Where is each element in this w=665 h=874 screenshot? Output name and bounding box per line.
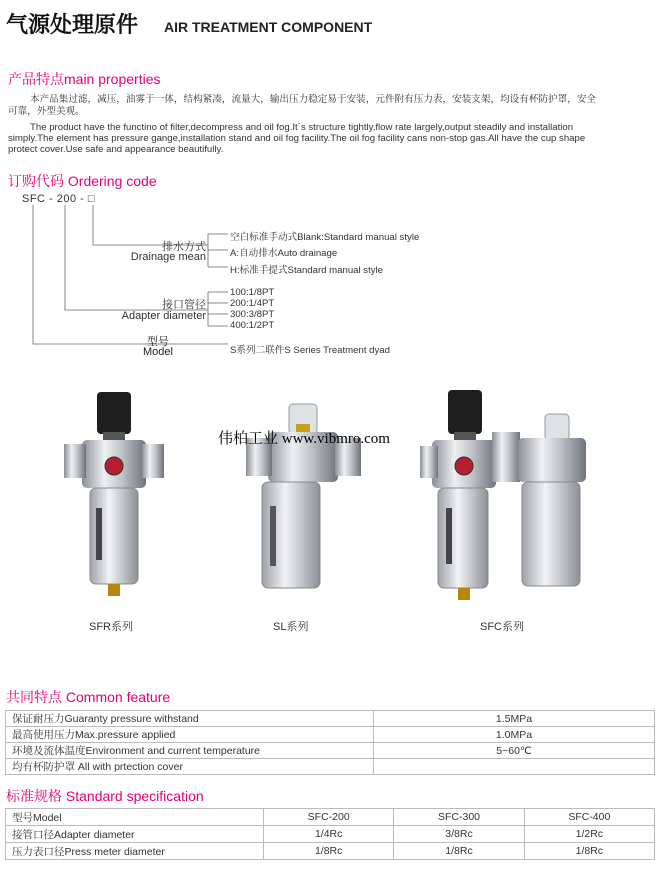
spec-header-cell: SFC-300 <box>394 809 524 826</box>
feature-label: 均有杯防护罩 All with prtection cover <box>6 759 374 775</box>
spec-cell: 3/8Rc <box>394 826 524 843</box>
table-header-row <box>6 809 655 826</box>
spec-cell: 1/2Rc <box>524 826 654 843</box>
feature-label: 最高使用压力Max.pressure applied <box>6 727 374 743</box>
sfr-product-image <box>64 392 164 596</box>
caption-sl: SL系列 <box>273 621 309 633</box>
ordering-connector-lines <box>0 0 665 380</box>
spec-cell: 1/4Rc <box>264 826 394 843</box>
table-row <box>6 759 655 775</box>
spec-header-cell: 型号Model <box>6 809 264 826</box>
spec-table <box>5 808 655 860</box>
feature-value: 5~60℃ <box>374 743 655 759</box>
drainage-option: 空白标准手动式Blank:Standard manual style <box>230 232 420 243</box>
common-feature-heading: 共同特点 Common feature <box>6 689 171 705</box>
sfc-product-image <box>420 390 586 600</box>
adapter-label-en: Adapter diameter <box>121 310 206 322</box>
spec-cell: 压力表口径Press meter diameter <box>6 843 264 860</box>
properties-text-en-1: The product have the functino of filter,decompress and oil fog.It´s structure tightly,flow rate largely,output steadily and installation <box>30 122 574 133</box>
properties-text-cn-1: 本产品集过滤，减压，油雾于一体，结构紧凑，流量大，输出压力稳定易于安装，元件附有压力表，安装支架，均设有杯防护罩，安全 <box>30 94 597 105</box>
feature-value: 1.0MPa <box>374 727 655 743</box>
adapter-label-cn: 接口管径 <box>162 299 206 311</box>
spec-cell: 1/8Rc <box>524 843 654 860</box>
properties-text-en-2: simply.The element has pressure gange,installation stand and oil fog facility.The oil fog facility cans non-stop gas.All have the cup shape <box>8 133 586 144</box>
drainage-bracket <box>208 234 228 267</box>
spec-header-cell: SFC-400 <box>524 809 654 826</box>
adapter-option: 300:3/8PT <box>230 309 275 320</box>
adapter-option: 200:1/4PT <box>230 298 275 309</box>
common-feature-table <box>5 710 655 775</box>
adapter-option: 100:1/8PT <box>230 287 275 298</box>
main-properties-heading: 产品特点main properties <box>8 71 161 87</box>
caption-sfr: SFR系列 <box>89 621 133 633</box>
model-label-en: Model <box>143 346 173 358</box>
ordering-heading: 订购代码 Ordering code <box>8 173 157 189</box>
model-description: S系列二联件S Series Treatment dyad <box>230 345 390 356</box>
feature-value <box>374 759 655 775</box>
watermark: 伟柏工业 www.vibmro.com <box>218 431 390 447</box>
feature-value: 1.5MPa <box>374 711 655 727</box>
properties-text-cn-2: 可靠，外型美观。 <box>8 106 85 117</box>
spec-cell: 接管口径Adapter diameter <box>6 826 264 843</box>
properties-text-en-3: protect cover.Use safe and appearance beautifully. <box>8 144 224 155</box>
product-illustrations <box>0 380 665 610</box>
drainage-label-en: Drainage mean <box>130 251 206 263</box>
drainage-option: H:标准手提式Standard manual style <box>230 265 384 276</box>
drainage-label-cn: 排水方式 <box>162 241 206 253</box>
spec-header-cell: SFC-200 <box>264 809 394 826</box>
drainage-option: A:自动排水Auto drainage <box>230 248 338 259</box>
table-row <box>6 727 655 743</box>
adapter-bracket <box>208 292 228 326</box>
page-title-cn: 气源处理原件 <box>6 12 139 37</box>
model-connector <box>33 205 228 344</box>
spec-cell: 1/8Rc <box>264 843 394 860</box>
table-row <box>6 711 655 727</box>
feature-label: 环境及流体温度Environment and current temperature <box>6 743 374 759</box>
table-row <box>6 826 655 843</box>
table-row <box>6 843 655 860</box>
table-row <box>6 743 655 759</box>
page-title-en: AIR TREATMENT COMPONENT <box>164 19 373 35</box>
adapter-option: 400:1/2PT <box>230 320 275 331</box>
model-label-cn: 型号 <box>147 336 169 348</box>
caption-sfc: SFC系列 <box>480 621 524 633</box>
feature-label: 保证耐压力Guaranty pressure withstand <box>6 711 374 727</box>
spec-cell: 1/8Rc <box>394 843 524 860</box>
ordering-code: SFC - 200 - □ <box>22 193 96 205</box>
spec-heading: 标准规格 Standard specification <box>6 788 204 804</box>
